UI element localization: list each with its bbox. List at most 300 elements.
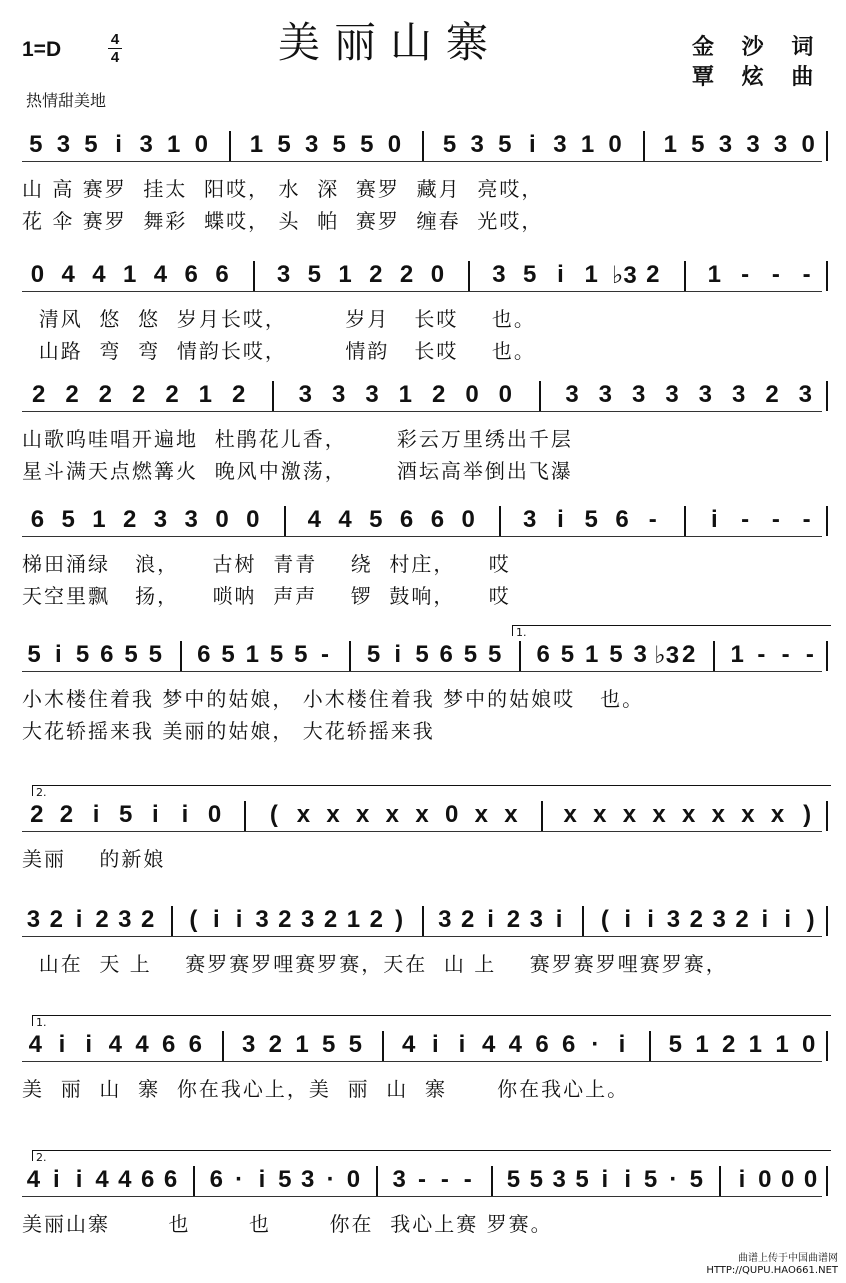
note: i xyxy=(458,1031,466,1058)
lyric-line: 山 高 赛罗 挂太 阳哎， 水 深 赛罗 藏月 亮哎， xyxy=(22,177,544,201)
note: i xyxy=(181,801,189,828)
note: ) xyxy=(395,906,404,933)
note: 2 xyxy=(369,261,383,288)
note: 5 xyxy=(294,641,308,668)
note: 5 xyxy=(584,506,598,533)
note: ) xyxy=(803,801,812,828)
lyric-line: 山在 天 上 赛罗赛罗哩赛罗赛，天在 山 上 赛罗赛罗哩赛罗赛， xyxy=(22,952,728,976)
note: - xyxy=(805,641,814,668)
note: 3 xyxy=(241,1031,256,1058)
note: 2 xyxy=(765,381,779,408)
bar-line xyxy=(272,381,274,411)
note: 3 xyxy=(598,381,612,408)
bar-line xyxy=(422,131,424,161)
note: 3 xyxy=(255,906,269,933)
note: 1 xyxy=(748,1031,762,1058)
volta-bracket: 2. xyxy=(32,785,831,796)
note: 0 xyxy=(30,261,45,288)
note: 6 xyxy=(163,1166,178,1193)
note: - xyxy=(771,506,780,533)
note: 3 xyxy=(301,1166,315,1193)
note: ) xyxy=(806,906,815,933)
lyric-line: 花 伞 赛罗 舞彩 蝶哎， 头 帕 赛罗 缠春 光哎， xyxy=(22,209,544,233)
note: - xyxy=(802,261,811,288)
beam-line xyxy=(22,1196,822,1197)
note: i xyxy=(761,906,769,933)
note: i xyxy=(92,801,100,828)
score-system xyxy=(0,375,846,483)
beam-line xyxy=(22,671,822,672)
note: 0 xyxy=(194,131,208,158)
note: 5 xyxy=(488,641,502,668)
bar-line xyxy=(649,1031,651,1061)
note: 4 xyxy=(307,506,321,533)
note: 3 xyxy=(26,906,41,933)
note: x xyxy=(593,801,607,828)
note: 1 xyxy=(346,906,361,933)
note: 4 xyxy=(153,261,168,288)
note: i xyxy=(624,1166,632,1193)
note: 5 xyxy=(278,1166,292,1193)
note: 3 xyxy=(631,381,646,408)
bar-line xyxy=(499,506,501,536)
note: x xyxy=(770,801,785,828)
bar-line xyxy=(180,641,182,671)
note: 4 xyxy=(28,1031,42,1058)
score-system xyxy=(0,1151,846,1250)
bar-line xyxy=(349,641,351,671)
note: - xyxy=(648,506,657,533)
bar-line-end xyxy=(826,261,828,291)
note: 1 xyxy=(775,1031,789,1058)
score-system xyxy=(0,626,846,743)
note: 5 xyxy=(529,1166,543,1193)
meter-top: 4 xyxy=(110,31,120,48)
note: 3 xyxy=(666,906,681,933)
note: 5 xyxy=(560,641,575,668)
note: 3 xyxy=(276,261,291,288)
note: i xyxy=(555,906,563,933)
bar-line xyxy=(193,1166,195,1196)
note: 1 xyxy=(249,131,264,158)
note: i xyxy=(115,131,122,158)
note: 2 xyxy=(231,381,246,408)
score-system xyxy=(0,125,846,233)
note: 6 xyxy=(399,506,414,533)
note: 2 xyxy=(123,506,137,533)
lyric-line: 美 丽 山 寨 你在我心上，美 丽 山 寨 你在我心上。 xyxy=(22,1077,630,1101)
note: 0 xyxy=(758,1166,772,1193)
lyric-line: 星斗满天点燃篝火 晚风中激荡， 酒坛高举倒出飞瀑 xyxy=(22,459,573,483)
beam-line xyxy=(22,831,822,832)
footer-line2: HTTP://QUPU.HAO661.NET xyxy=(706,1265,838,1276)
note: x xyxy=(385,801,400,828)
note: 4 xyxy=(92,261,106,288)
note: 2 xyxy=(646,261,660,288)
note: 5 xyxy=(366,641,381,668)
note: 3 xyxy=(523,506,537,533)
note: 3 xyxy=(304,131,319,158)
note: 3 xyxy=(298,381,312,408)
note: 0 xyxy=(444,801,459,828)
note: i xyxy=(394,641,402,668)
bar-line xyxy=(684,261,686,291)
meter-bottom: 4 xyxy=(110,49,120,66)
note: 2 xyxy=(681,641,696,668)
note: i xyxy=(647,906,654,933)
note: 3 xyxy=(773,131,788,158)
note: 5 xyxy=(415,641,429,668)
lyric-line: 美丽山寨 也 也 你在 我心上赛 罗赛。 xyxy=(22,1212,553,1236)
note: 4 xyxy=(481,1031,496,1058)
note: 5 xyxy=(523,261,537,288)
note: x xyxy=(326,801,340,828)
note: 3 xyxy=(552,1166,566,1193)
bar-line xyxy=(244,801,246,831)
note: 2 xyxy=(689,906,703,933)
note: x xyxy=(741,801,755,828)
bar-line xyxy=(719,1166,721,1196)
beam-line xyxy=(22,936,822,937)
note: ( xyxy=(269,801,278,828)
note: x xyxy=(681,801,696,828)
note: 3 xyxy=(118,906,132,933)
beam-line xyxy=(22,1061,822,1062)
bar-line-end xyxy=(826,131,828,161)
note: 5 xyxy=(348,1031,362,1058)
note: 4 xyxy=(118,1166,132,1193)
note: 5 xyxy=(643,1166,658,1193)
bar-line xyxy=(376,1166,378,1196)
bar-line-end xyxy=(826,1166,828,1196)
note: x xyxy=(711,801,725,828)
bar-line-end xyxy=(826,1031,828,1061)
note: · xyxy=(591,1031,600,1058)
bar-line xyxy=(229,131,231,161)
bar-line xyxy=(491,1166,493,1196)
note: 5 xyxy=(119,801,133,828)
note: 1 xyxy=(707,261,721,288)
note: 0 xyxy=(801,131,815,158)
note: · xyxy=(235,1166,244,1193)
note: 3 xyxy=(731,381,746,408)
note: 5 xyxy=(575,1166,589,1193)
note: 1 xyxy=(167,131,181,158)
note: 6 xyxy=(161,1031,176,1058)
bar-line xyxy=(468,261,470,291)
note: 1 xyxy=(92,506,106,533)
footer-line1: 曲谱上传于中国曲谱网 xyxy=(738,1253,838,1264)
note: 3 xyxy=(56,131,71,158)
note: 5 xyxy=(27,641,41,668)
note: 0 xyxy=(215,506,229,533)
note: i xyxy=(151,801,159,828)
note: 3 xyxy=(184,506,198,533)
beam-line xyxy=(22,161,822,162)
note: 5 xyxy=(75,641,90,668)
note: 4 xyxy=(135,1031,149,1058)
note: x xyxy=(563,801,577,828)
bar-line xyxy=(541,801,543,831)
note: 3 xyxy=(139,131,153,158)
note: 0 xyxy=(346,1166,361,1193)
note: 3 xyxy=(712,906,726,933)
note: 5 xyxy=(609,641,623,668)
note: 3 xyxy=(718,131,733,158)
note: - xyxy=(418,1166,426,1193)
lyric-line: 梯田涌绿 浪， 古树 青青 绕 村庄， 哎 xyxy=(22,552,511,576)
lyric-line: 山路 弯 弯 情韵长哎， 情韵 长哎 也。 xyxy=(22,339,536,363)
note: 4 xyxy=(508,1031,522,1058)
note: 0 xyxy=(801,1031,816,1058)
note: i xyxy=(618,1031,626,1058)
note: x xyxy=(415,801,429,828)
note: 5 xyxy=(689,1166,703,1193)
note: 3 xyxy=(633,641,647,668)
note: x xyxy=(622,801,637,828)
bar-line xyxy=(684,506,686,536)
note: i xyxy=(55,641,62,668)
note: 3 xyxy=(565,381,579,408)
score-system xyxy=(0,255,846,363)
note: 5 xyxy=(277,131,291,158)
note: - xyxy=(781,641,790,668)
bar-line xyxy=(284,506,286,536)
note: i xyxy=(431,1031,439,1058)
note: 6 xyxy=(209,1166,223,1193)
bar-line-end xyxy=(826,506,828,536)
note: 6 xyxy=(30,506,45,533)
bar-line xyxy=(539,381,541,411)
composer: 覃 炫 曲 xyxy=(692,65,824,90)
note: 2 xyxy=(31,381,46,408)
note: 4 xyxy=(61,261,75,288)
note: 1 xyxy=(730,641,744,668)
note: 1 xyxy=(585,641,599,668)
note: i xyxy=(710,506,718,533)
note: 5 xyxy=(307,261,321,288)
bar-line xyxy=(253,261,255,291)
note: 0 xyxy=(430,261,445,288)
note: 2 xyxy=(735,906,749,933)
note: 0 xyxy=(387,131,402,158)
note: 6 xyxy=(535,1031,549,1058)
note: 6 xyxy=(100,641,114,668)
note: 2 xyxy=(506,906,521,933)
lyricist: 金 沙 词 xyxy=(692,35,824,60)
note: 1 xyxy=(295,1031,309,1058)
beam-line xyxy=(22,411,822,412)
score-system xyxy=(0,1016,846,1115)
note: 5 xyxy=(369,506,383,533)
note: 3 xyxy=(529,906,543,933)
score-system xyxy=(0,900,846,990)
note: 2 xyxy=(369,906,383,933)
note: - xyxy=(463,1166,472,1193)
note: 1 xyxy=(338,261,352,288)
lyric-line: 美丽 的新娘 xyxy=(22,847,166,871)
note: 4 xyxy=(401,1031,416,1058)
note: 2 xyxy=(461,906,475,933)
score-system xyxy=(0,786,846,885)
note: 5 xyxy=(148,641,162,668)
note: i xyxy=(258,1166,266,1193)
note: 6 xyxy=(615,506,629,533)
note: i xyxy=(601,1166,609,1193)
lyric-line: 清风 悠 悠 岁月长哎， 岁月 长哎 也。 xyxy=(22,307,536,331)
note: 5 xyxy=(332,131,346,158)
note: i xyxy=(557,506,564,533)
note: 2 xyxy=(98,381,112,408)
note: i xyxy=(487,906,494,933)
note: x xyxy=(296,801,311,828)
note: 5 xyxy=(269,641,284,668)
note: 0 xyxy=(608,131,622,158)
lyric-line: 天空里飘 扬， 唢呐 声声 锣 鼓响， 哎 xyxy=(22,584,511,608)
score-system xyxy=(0,500,846,608)
note: ♭3 xyxy=(654,642,680,669)
note: 3 xyxy=(153,506,168,533)
note: 5 xyxy=(124,641,138,668)
note: 3 xyxy=(470,131,484,158)
note: 6 xyxy=(561,1031,576,1058)
note: 5 xyxy=(442,131,457,158)
bar-line xyxy=(222,1031,224,1061)
time-signature xyxy=(108,32,122,65)
note: 4 xyxy=(338,506,352,533)
note: i xyxy=(52,1166,60,1193)
note: 5 xyxy=(691,131,705,158)
bar-line xyxy=(382,1031,384,1061)
note: 3 xyxy=(746,131,760,158)
note: 2 xyxy=(268,1031,282,1058)
note: - xyxy=(440,1166,449,1193)
note: - xyxy=(802,506,811,533)
note: 6 xyxy=(439,641,453,668)
bar-line-end xyxy=(826,906,828,936)
note: 1 xyxy=(198,381,212,408)
note: 2 xyxy=(165,381,179,408)
footer-watermark xyxy=(706,1253,838,1277)
note: · xyxy=(326,1166,335,1193)
note: 5 xyxy=(321,1031,336,1058)
volta-bracket: 1. xyxy=(512,625,831,636)
note: 5 xyxy=(498,131,512,158)
note: 6 xyxy=(197,641,211,668)
note: i xyxy=(58,1031,66,1058)
note: 6 xyxy=(188,1031,202,1058)
note: - xyxy=(771,261,780,288)
note: 2 xyxy=(721,1031,736,1058)
note: 0 xyxy=(461,506,475,533)
note: 2 xyxy=(59,801,74,828)
note: 2 xyxy=(278,906,292,933)
note: 1 xyxy=(584,261,598,288)
note: 4 xyxy=(108,1031,122,1058)
note: 3 xyxy=(492,261,506,288)
note: 2 xyxy=(65,381,79,408)
key-signature: 1=D xyxy=(22,38,62,61)
bar-line xyxy=(643,131,645,161)
note: 2 xyxy=(131,381,146,408)
bar-line xyxy=(582,906,584,936)
note: i xyxy=(75,906,83,933)
note: i xyxy=(75,1166,83,1193)
note: 1 xyxy=(398,381,412,408)
note: i xyxy=(212,906,220,933)
volta-bracket: 1. xyxy=(32,1015,831,1026)
note: - xyxy=(741,261,750,288)
note: 0 xyxy=(781,1166,795,1193)
note: i xyxy=(529,131,536,158)
note: x xyxy=(652,801,666,828)
note: 6 xyxy=(141,1166,155,1193)
note: i xyxy=(738,1166,746,1193)
note: 3 xyxy=(798,381,812,408)
note: 1 xyxy=(580,131,595,158)
note: 2 xyxy=(431,381,446,408)
bar-line-end xyxy=(826,381,828,411)
note: 5 xyxy=(668,1031,682,1058)
note: - xyxy=(321,641,330,668)
note: - xyxy=(757,641,766,668)
note: 5 xyxy=(463,641,478,668)
bar-line xyxy=(713,641,715,671)
volta-bracket: 2. xyxy=(32,1150,831,1161)
bar-line-end xyxy=(826,801,828,831)
note: - xyxy=(741,506,750,533)
note: x xyxy=(356,801,370,828)
beam-line xyxy=(22,536,822,537)
note: 5 xyxy=(29,131,43,158)
note: i xyxy=(557,261,564,288)
note: 2 xyxy=(141,906,155,933)
note: · xyxy=(669,1166,678,1193)
note: 5 xyxy=(84,131,98,158)
lyric-line: 大花轿摇来我 美丽的姑娘， 大花轿摇来我 xyxy=(22,719,435,743)
note: 5 xyxy=(61,506,75,533)
lyric-line: 小木楼住着我 梦中的姑娘， 小木楼住着我 梦中的姑娘哎 也。 xyxy=(22,687,645,711)
note: 0 xyxy=(246,506,260,533)
note: 2 xyxy=(95,906,109,933)
note: 1 xyxy=(695,1031,709,1058)
note: i xyxy=(85,1031,92,1058)
note: ( xyxy=(189,906,198,933)
note: 3 xyxy=(698,381,712,408)
tempo-marking: 热情甜美地 xyxy=(26,91,107,110)
beam-line xyxy=(22,291,822,292)
note: 0 xyxy=(498,381,512,408)
note: 6 xyxy=(215,261,229,288)
note: i xyxy=(235,906,243,933)
note: x xyxy=(474,801,488,828)
note: ( xyxy=(600,906,609,933)
note: 6 xyxy=(536,641,550,668)
note: i xyxy=(784,906,792,933)
note: 3 xyxy=(301,906,315,933)
bar-line xyxy=(171,906,173,936)
note: 2 xyxy=(323,906,338,933)
note: 5 xyxy=(221,641,235,668)
note: 0 xyxy=(803,1166,818,1193)
note: 2 xyxy=(49,906,63,933)
note: 1 xyxy=(663,131,677,158)
note: 5 xyxy=(360,131,374,158)
note: 3 xyxy=(665,381,679,408)
note: 5 xyxy=(506,1166,521,1193)
page-title: 美丽山寨 xyxy=(278,18,503,67)
bar-line-end xyxy=(826,641,828,671)
